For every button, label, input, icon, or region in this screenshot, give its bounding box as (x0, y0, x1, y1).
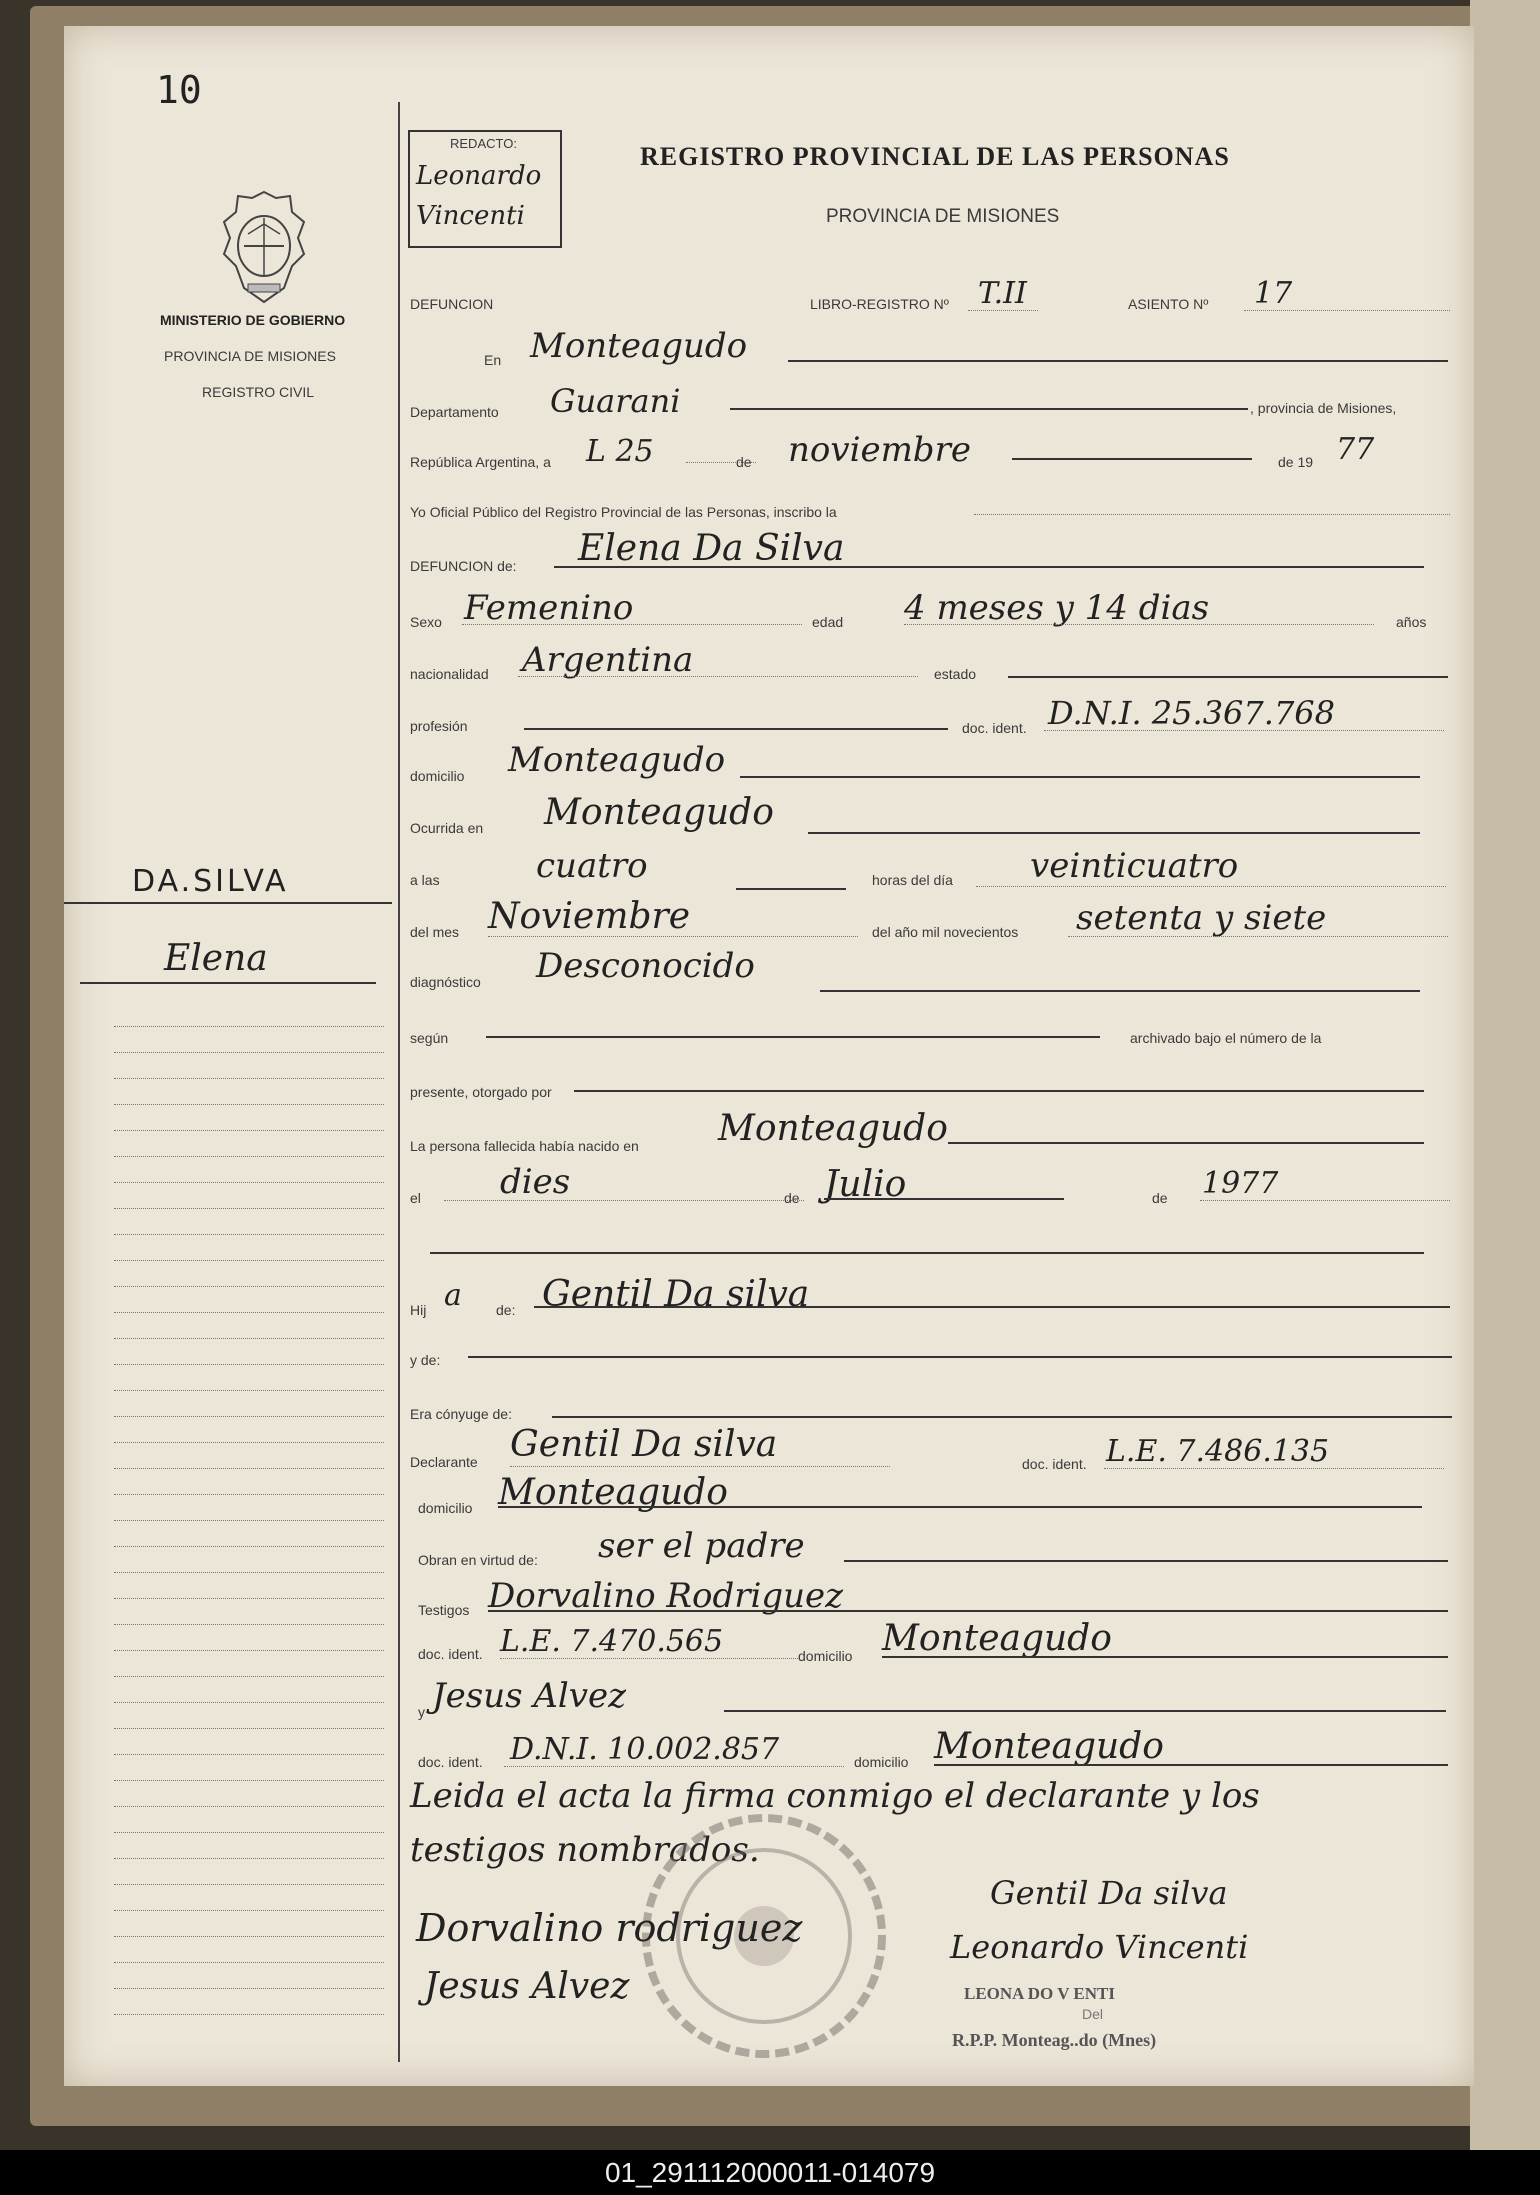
declarante-doc-value: L.E. 7.486.135 (1106, 1434, 1330, 1469)
signature-witness-2: Jesus Alvez (424, 1966, 630, 2007)
signature-officer: Leonardo Vincenti (950, 1928, 1249, 1966)
dom2-line (498, 1506, 1422, 1508)
diagnostico-line (820, 990, 1420, 992)
horas-label: horas del día (872, 872, 953, 888)
type-label: DEFUNCION (410, 296, 494, 312)
declarante-label: Declarante (410, 1454, 478, 1470)
margin-rule (114, 1390, 384, 1391)
defuncion-label: DEFUNCION de: (410, 558, 517, 574)
margin-rule (114, 1442, 384, 1443)
horas-dots (976, 886, 1446, 887)
margin-rule (114, 1338, 384, 1339)
officer-stamp-line-2: Del (1082, 2006, 1104, 2022)
margin-rule (114, 1468, 384, 1469)
margin-rule (114, 1104, 384, 1105)
ocurrida-line (808, 832, 1420, 834)
de3-label: de (1152, 1190, 1168, 1206)
facing-page-edge (1470, 0, 1540, 2150)
margin-rule (114, 1026, 384, 1027)
blank-line-1 (430, 1252, 1424, 1254)
closing-line-1: Leida el acta la firma conmigo el declarante y los (410, 1776, 1260, 1816)
officer-stamp-line-1: LEONA DO V ENTI (964, 1984, 1115, 2003)
testigo2-line (724, 1710, 1446, 1712)
dom2-label: domicilio (418, 1500, 473, 1516)
mes-line (1012, 458, 1252, 460)
archivado-label: archivado bajo el número de la (1130, 1030, 1322, 1046)
doc-ident-label: doc. ident. (962, 720, 1027, 736)
margin-rule (114, 1286, 384, 1287)
oficial-dots (974, 514, 1450, 515)
nacido-label: La persona fallecida había nacido en (410, 1138, 639, 1154)
el-label: el (410, 1190, 421, 1206)
redacto-label: REDACTO: (450, 136, 517, 151)
t2doc-dots (504, 1766, 844, 1767)
margin-rule (114, 1988, 384, 1989)
margin-rule (114, 1130, 384, 1131)
margin-rule (114, 1546, 384, 1547)
hija-line (534, 1306, 1450, 1308)
margin-rule (114, 1884, 384, 1885)
nacido-line (948, 1142, 1424, 1144)
margin-rule (114, 1234, 384, 1235)
surname-line (64, 902, 392, 904)
asiento-label: ASIENTO Nº (1128, 296, 1209, 312)
alas-label: a las (410, 872, 440, 888)
declarante-dots (510, 1466, 890, 1467)
edad-dots (904, 624, 1374, 625)
estado-label: estado (934, 666, 977, 682)
anio2-dots (1200, 1200, 1450, 1201)
en-label: En (484, 352, 502, 368)
republica-label: República Argentina, a (410, 454, 551, 470)
t2dom-value: Monteagudo (934, 1726, 1164, 1767)
margin-rule (114, 1494, 384, 1495)
margin-rule (114, 1910, 384, 1911)
asiento-value: 17 (1254, 276, 1293, 311)
margin-rule (114, 1052, 384, 1053)
ocurrida-label: Ocurrida en (410, 820, 484, 836)
t1dom-line (882, 1656, 1448, 1658)
declarante-value: Gentil Da silva (510, 1424, 778, 1465)
delmes-dots (488, 936, 858, 937)
de-year-label: de 19 (1278, 454, 1314, 470)
anio2-value: 1977 (1202, 1166, 1279, 1201)
ministry-label: MINISTERIO DE GOBIERNO (160, 312, 346, 328)
t1doc-value: L.E. 7.470.565 (500, 1624, 724, 1659)
alas-line (736, 888, 846, 890)
yde-label: y de: (410, 1352, 441, 1368)
margin-rule (114, 1416, 384, 1417)
margin-rule (114, 1806, 384, 1807)
declarante-doc-label: doc. ident. (1022, 1456, 1087, 1472)
alas-value: cuatro (536, 846, 648, 886)
margin-rule (114, 1780, 384, 1781)
sexo-value: Femenino (464, 588, 634, 628)
t1doc-label: doc. ident. (418, 1646, 483, 1662)
conyuge-line (552, 1416, 1452, 1418)
margin-rule (114, 1650, 384, 1651)
edad-label: edad (812, 614, 844, 630)
margin-rule (114, 1208, 384, 1209)
t2dom-label: domicilio (854, 1754, 909, 1770)
doc-ident-value: D.N.I. 25.367.768 (1048, 694, 1336, 732)
given-name-line (80, 982, 376, 984)
margin-rule (114, 1312, 384, 1313)
departamento-label: Departamento (410, 404, 499, 420)
profesion-line (524, 728, 948, 730)
header-subtitle: PROVINCIA DE MISIONES (826, 206, 1060, 227)
sexo-dots (462, 624, 802, 625)
header-title: REGISTRO PROVINCIAL DE LAS PERSONAS (640, 142, 1230, 171)
defuncion-value: Elena Da Silva (578, 528, 845, 569)
margin-rule (114, 1754, 384, 1755)
margin-rule (114, 2014, 384, 2015)
delmes-value: Noviembre (488, 896, 691, 937)
delmes-label: del mes (410, 924, 460, 940)
obran-value: ser el padre (598, 1526, 805, 1566)
departamento-value: Guarani (550, 382, 681, 420)
margin-rule (114, 1260, 384, 1261)
given-name: Elena (164, 938, 268, 979)
register-page (64, 26, 1474, 2086)
dia-value: L 25 (586, 434, 654, 469)
departamento-line (730, 408, 1248, 410)
presente-line (574, 1090, 1424, 1092)
obran-line (844, 1560, 1448, 1562)
el-dots (444, 1200, 804, 1201)
domicilio-label: domicilio (410, 768, 465, 784)
en-line (788, 360, 1448, 362)
nacionalidad-label: nacionalidad (410, 666, 489, 682)
closing-line-2: testigos nombrados. (410, 1830, 760, 1870)
nacionalidad-dots (518, 676, 918, 677)
margin-rule (114, 1676, 384, 1677)
anio-dots (1068, 936, 1448, 937)
hija-label: Hij (410, 1302, 427, 1318)
margin-rule (114, 1078, 384, 1079)
t1doc-dots (500, 1658, 800, 1659)
margin-rule (114, 1858, 384, 1859)
de2-label: de (784, 1190, 800, 1206)
diagnostico-label: diagnóstico (410, 974, 481, 990)
coat-of-arms-icon (214, 188, 314, 308)
doc-ident-dots (1044, 730, 1444, 731)
domicilio-line (740, 776, 1420, 778)
margin-rule (114, 1156, 384, 1157)
vertical-rule (398, 102, 400, 2062)
anio-value: setenta y siete (1076, 898, 1327, 938)
province-label: PROVINCIA DE MISIONES (164, 348, 336, 364)
el-value: dies (500, 1162, 571, 1202)
t1dom-value: Monteagudo (882, 1618, 1112, 1659)
nacido-value: Monteagudo (718, 1108, 948, 1149)
anios-label: años (1396, 614, 1427, 630)
testigo1-value: Dorvalino Rodriguez (488, 1576, 844, 1616)
yde-line (468, 1356, 1452, 1358)
estado-line (1008, 676, 1448, 678)
declarante-doc-dots (1104, 1468, 1444, 1469)
surname: DA.SILVA (132, 864, 289, 899)
hija-value: Gentil Da silva (542, 1274, 810, 1315)
margin-rule (114, 1598, 384, 1599)
margin-rule (114, 1936, 384, 1937)
redacto-box (408, 130, 562, 248)
officer-stamp-line-3: R.P.P. Monteag..do (Mnes) (952, 2030, 1157, 2050)
testigo1-line (488, 1610, 1448, 1612)
edad-value: 4 meses y 14 dias (904, 588, 1210, 628)
testigo2-value: Jesus Alvez (432, 1676, 627, 1716)
t2doc-value: D.N.I. 10.002.857 (510, 1732, 780, 1767)
domicilio-value: Monteagudo (508, 740, 726, 780)
margin-rule (114, 1572, 384, 1573)
anio-label: del año mil novecientos (872, 924, 1019, 940)
de-label: de (736, 454, 752, 470)
signature-declarant: Gentil Da silva (990, 1874, 1228, 1912)
margin-rule (114, 1520, 384, 1521)
ocurrida-value: Monteagudo (544, 792, 774, 833)
y-label: y (418, 1704, 425, 1720)
margin-rule (114, 1728, 384, 1729)
en-value: Monteagudo (530, 326, 748, 366)
sexo-label: Sexo (410, 614, 442, 630)
presente-label: presente, otorgado por (410, 1084, 552, 1100)
t2doc-label: doc. ident. (418, 1754, 483, 1770)
libro-value: T.II (978, 276, 1027, 311)
signature-witness-1: Dorvalino rodriguez (416, 1906, 803, 1950)
redacto-signature: Leonardo Vincenti (416, 161, 542, 231)
conyuge-label: Era cónyuge de: (410, 1406, 512, 1422)
dom2-value: Monteagudo (498, 1472, 728, 1513)
mes2-line (824, 1198, 1064, 1200)
year-suffix: 77 (1336, 432, 1375, 467)
margin-rule (114, 1182, 384, 1183)
mes2-value: Julio (824, 1164, 907, 1205)
libro-label: LIBRO-REGISTRO Nº (810, 296, 949, 312)
image-caption: 01_291112000011-014079 (604, 2157, 936, 2188)
provincia-suffix: , provincia de Misiones, (1250, 400, 1397, 416)
margin-rule (114, 1364, 384, 1365)
nacionalidad-value: Argentina (522, 640, 694, 680)
defuncion-line (554, 566, 1424, 568)
profesion-label: profesión (410, 718, 468, 734)
t1dom-label: domicilio (798, 1648, 853, 1664)
t2dom-line (934, 1764, 1448, 1766)
mes-value: noviembre (788, 430, 971, 470)
margin-rule (114, 1702, 384, 1703)
diagnostico-value: Desconocido (536, 946, 755, 986)
libro-dots (968, 310, 1038, 311)
hija-de-label: de: (496, 1302, 516, 1318)
testigos-label: Testigos (418, 1602, 470, 1618)
registry-label: REGISTRO CIVIL (202, 384, 315, 400)
margin-rule (114, 1832, 384, 1833)
segun-line (486, 1036, 1100, 1038)
margin-rule (114, 1624, 384, 1625)
segun-label: según (410, 1030, 449, 1046)
asiento-dots (1244, 310, 1450, 311)
margin-rule (114, 1962, 384, 1963)
hija-suffix: a (444, 1278, 462, 1313)
horas-value: veinticuatro (1030, 846, 1239, 886)
obran-label: Obran en virtud de: (418, 1552, 538, 1568)
oficial-text: Yo Oficial Público del Registro Provincial de las Personas, inscribo la (410, 504, 837, 520)
page-number: 10 (156, 68, 202, 112)
image-caption-bar (0, 2150, 1540, 2195)
